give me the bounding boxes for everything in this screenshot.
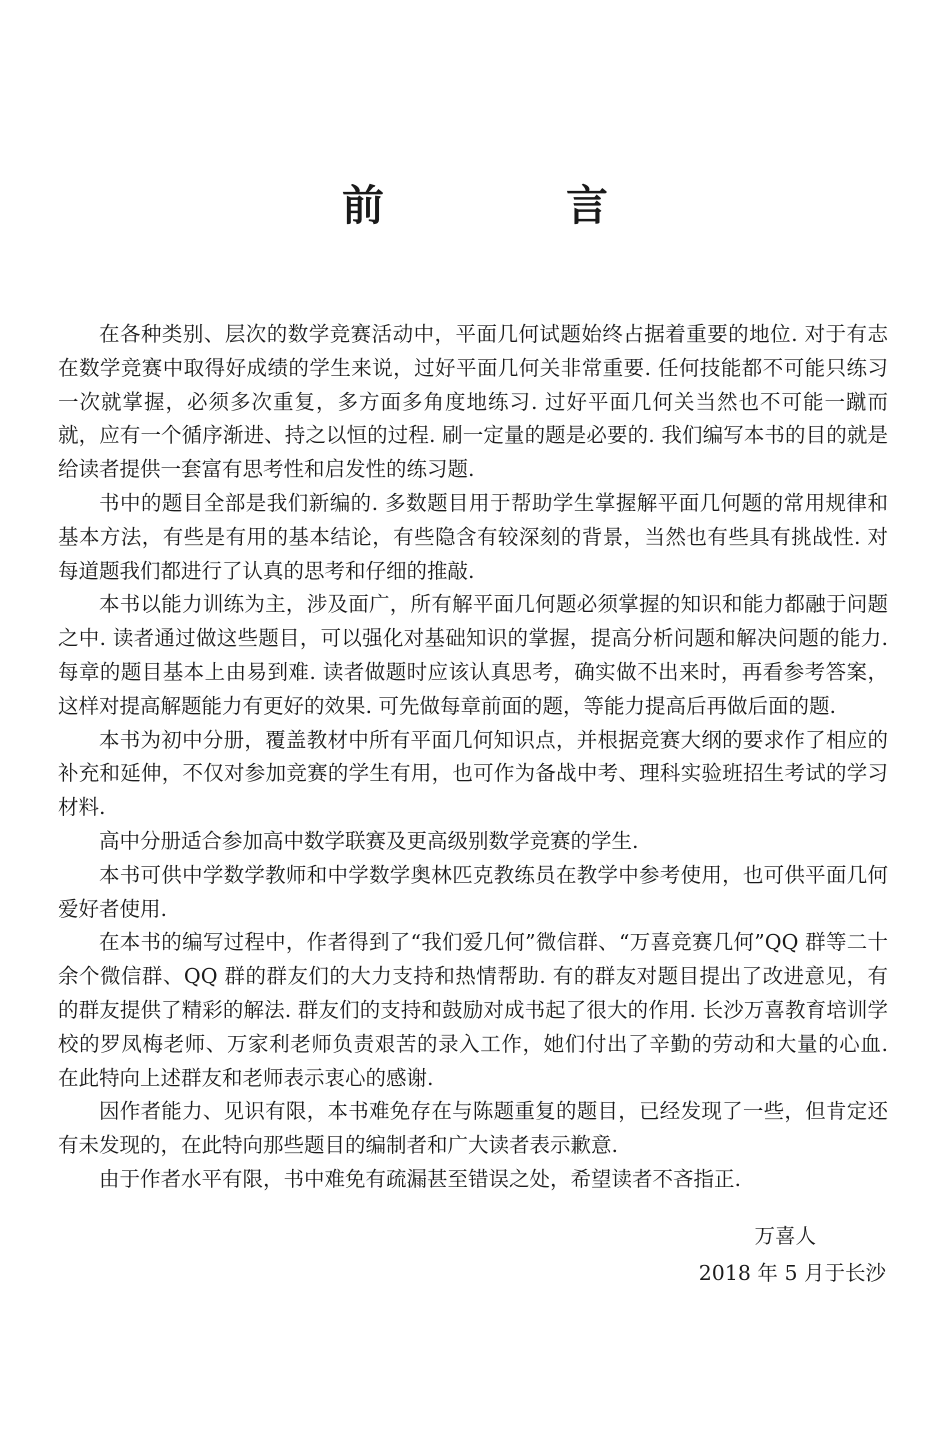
paragraph: 本书为初中分册，覆盖教材中所有平面几何知识点，并根据竞赛大纲的要求作了相应的补充和延伸，不仅对参加竞赛的学生有用，也可作为备战中考、理科实验班招生考试的学习材料. xyxy=(58,727,888,820)
paragraph: 因作者能力、见识有限，本书难免存在与陈题重复的题目，已经发现了一些，但肯定还有未发现的，在此特向那些题目的编制者和广大读者表示歉意. xyxy=(58,1099,888,1158)
paragraph: 本书可供中学数学教师和中学数学奥林匹克教练员在教学中参考使用，也可供平面几何爱好者使用. xyxy=(58,862,888,921)
paragraph: 本书以能力训练为主，涉及面广，所有解平面几何题必须掌握的知识和能力都融于问题之中. 读者通过做这些题目，可以强化对基础知识的掌握，提高分析问题和解决问题的能力. 每章的题目基本上由易到难. 读者做题时应该认真思考，确实做不出来时，再看参考答案，这样对提高解题能力有更好的效果. 可先做每章前面的题，等能力提高后再做后面的题. xyxy=(58,592,888,718)
paragraph: 由于作者水平有限，书中难免有疏漏甚至错误之处，希望读者不吝指正. xyxy=(99,1166,742,1191)
page-title: 前 言 xyxy=(341,181,678,230)
signature-block xyxy=(699,1218,886,1292)
paragraph: 书中的题目全部是我们新编的. 多数题目用于帮助学生掌握解平面几何题的常用规律和基本方法，有些是有用的基本结论，有些隐含有较深刻的背景，当然也有些具有挑战性. 对每道题我们都进行了认真的思考和仔细的推敲. xyxy=(58,490,888,583)
paragraph: 在各种类别、层次的数学竞赛活动中，平面几何试题始终占据着重要的地位. 对于有志在数学竞赛中取得好成绩的学生来说，过好平面几何关非常重要. 任何技能都不可能只练习一次就掌握，必须多次重复，多方面多角度地练习. 过好平面几何关当然也不可能一蹴而就，应有一个循序渐进、持之以恒的过程. 刷一定量的题是必要的. 我们编写本书的目的就是给读者提供一套富有思考性和启发性的练习题. xyxy=(58,322,888,482)
date-place: 2018 年 5 月于长沙 xyxy=(698,1261,886,1285)
preface-body xyxy=(58,318,888,1197)
paragraph: 在本书的编写过程中，作者得到了“我们爱几何”微信群、“万喜竞赛几何”QQ 群等二十余个微信群、QQ 群的群友们的大力支持和热情帮助. 有的群友对题目提出了改进意见，有的群友提供了精彩的解法. 群友们的支持和鼓励对成书起了很大的作用. 长沙万喜教育培训学校的罗凤梅老师、万家利老师负责艰苦的录入工作，她们付出了辛勤的劳动和大量的心血. 在此特向上述群友和老师表示衷心的感谢. xyxy=(58,930,888,1090)
paragraph: 高中分册适合参加高中数学联赛及更高级别数学竞赛的学生. xyxy=(99,828,639,853)
author-name: 万喜人 xyxy=(754,1224,816,1248)
